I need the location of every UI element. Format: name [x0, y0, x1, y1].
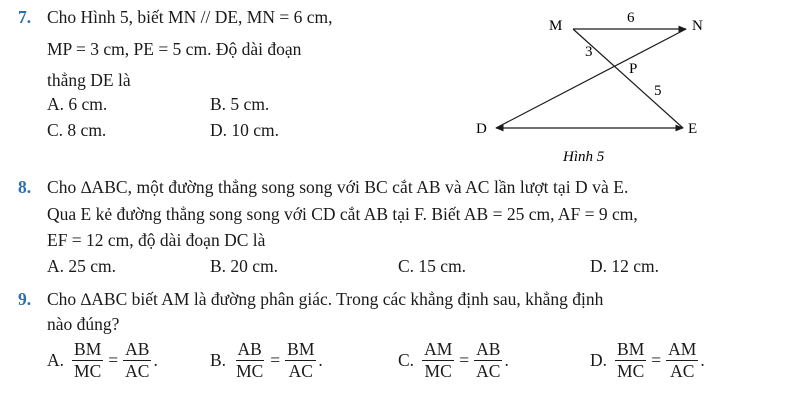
terminal-period: . [318, 350, 323, 371]
fraction [666, 340, 698, 382]
denominator: AC [288, 361, 313, 382]
denominator: MC [236, 361, 264, 382]
answer-option-c[interactable]: C. 8 cm. [47, 120, 107, 140]
answer-option-c[interactable] [398, 340, 509, 382]
label-m: M [549, 18, 563, 34]
label-n: N [692, 18, 703, 34]
length-pe: 5 [654, 83, 662, 99]
question-text-line: Qua E kẻ đường thẳng song song với CD cắt AB tại F. Biết AB = 25 cm, AF = 9 cm, [47, 204, 638, 224]
numerator: AB [236, 340, 264, 361]
numerator: AM [422, 340, 454, 361]
question-text-line: nào đúng? [47, 314, 120, 334]
option-label: A. [47, 350, 65, 371]
terminal-period: . [153, 350, 158, 371]
denominator: AC [476, 361, 501, 382]
question-number: 7. [18, 7, 32, 27]
denominator: MC [424, 361, 452, 382]
numerator: BM [615, 340, 646, 361]
fraction [285, 340, 316, 382]
terminal-period: . [504, 350, 509, 371]
question-number: 8. [18, 177, 32, 197]
answer-option-d[interactable]: D. 10 cm. [210, 120, 280, 140]
length-mp: 3 [585, 44, 593, 60]
question-text-line: Cho ∆ABC, một đường thẳng song song với BC cắt AB và AC lần lượt tại D và E. [47, 177, 629, 197]
answer-option-a[interactable]: A. 6 cm. [47, 94, 108, 114]
question-text-line: MP = 3 cm, PE = 5 cm. Độ dài đoạn [47, 39, 302, 59]
length-mn: 6 [627, 10, 635, 26]
equals-sign: = [108, 350, 119, 371]
option-label: D. [590, 350, 608, 371]
answer-option-a[interactable] [47, 340, 158, 382]
fraction [234, 340, 265, 382]
numerator: AM [666, 340, 698, 361]
label-d: D [476, 121, 487, 137]
question-text-line: thẳng DE là [47, 70, 131, 90]
answer-option-c[interactable]: C. 15 cm. [398, 256, 467, 276]
fraction [72, 340, 103, 382]
answer-option-d[interactable] [590, 340, 705, 382]
denominator: MC [74, 361, 102, 382]
geometry-figure [0, 0, 787, 170]
answer-option-a[interactable]: A. 25 cm. [47, 256, 117, 276]
label-p: P [629, 61, 638, 77]
question-number: 9. [18, 289, 32, 309]
answer-option-b[interactable]: B. 5 cm. [210, 94, 270, 114]
equals-sign: = [651, 350, 662, 371]
numerator: AB [123, 340, 151, 361]
label-e: E [688, 121, 698, 137]
fraction [615, 340, 646, 382]
terminal-period: . [700, 350, 705, 371]
numerator: AB [474, 340, 502, 361]
equals-sign: = [459, 350, 470, 371]
option-label: C. [398, 350, 415, 371]
denominator: AC [125, 361, 150, 382]
denominator: MC [617, 361, 645, 382]
equals-sign: = [270, 350, 281, 371]
numerator: BM [285, 340, 316, 361]
figure-caption: Hình 5 [563, 149, 605, 165]
answer-option-d[interactable]: D. 12 cm. [590, 256, 660, 276]
option-label: B. [210, 350, 227, 371]
question-text-line: Cho Hình 5, biết MN // DE, MN = 6 cm, [47, 7, 333, 27]
question-text-line: EF = 12 cm, độ dài đoạn DC là [47, 230, 266, 250]
numerator: BM [72, 340, 103, 361]
question-text-line: Cho ∆ABC biết AM là đường phân giác. Trong các khẳng định sau, khẳng định [47, 289, 604, 309]
denominator: AC [670, 361, 695, 382]
answer-option-b[interactable] [210, 340, 323, 382]
fraction [474, 340, 502, 382]
fraction [422, 340, 454, 382]
answer-option-b[interactable]: B. 20 cm. [210, 256, 279, 276]
fraction [123, 340, 151, 382]
